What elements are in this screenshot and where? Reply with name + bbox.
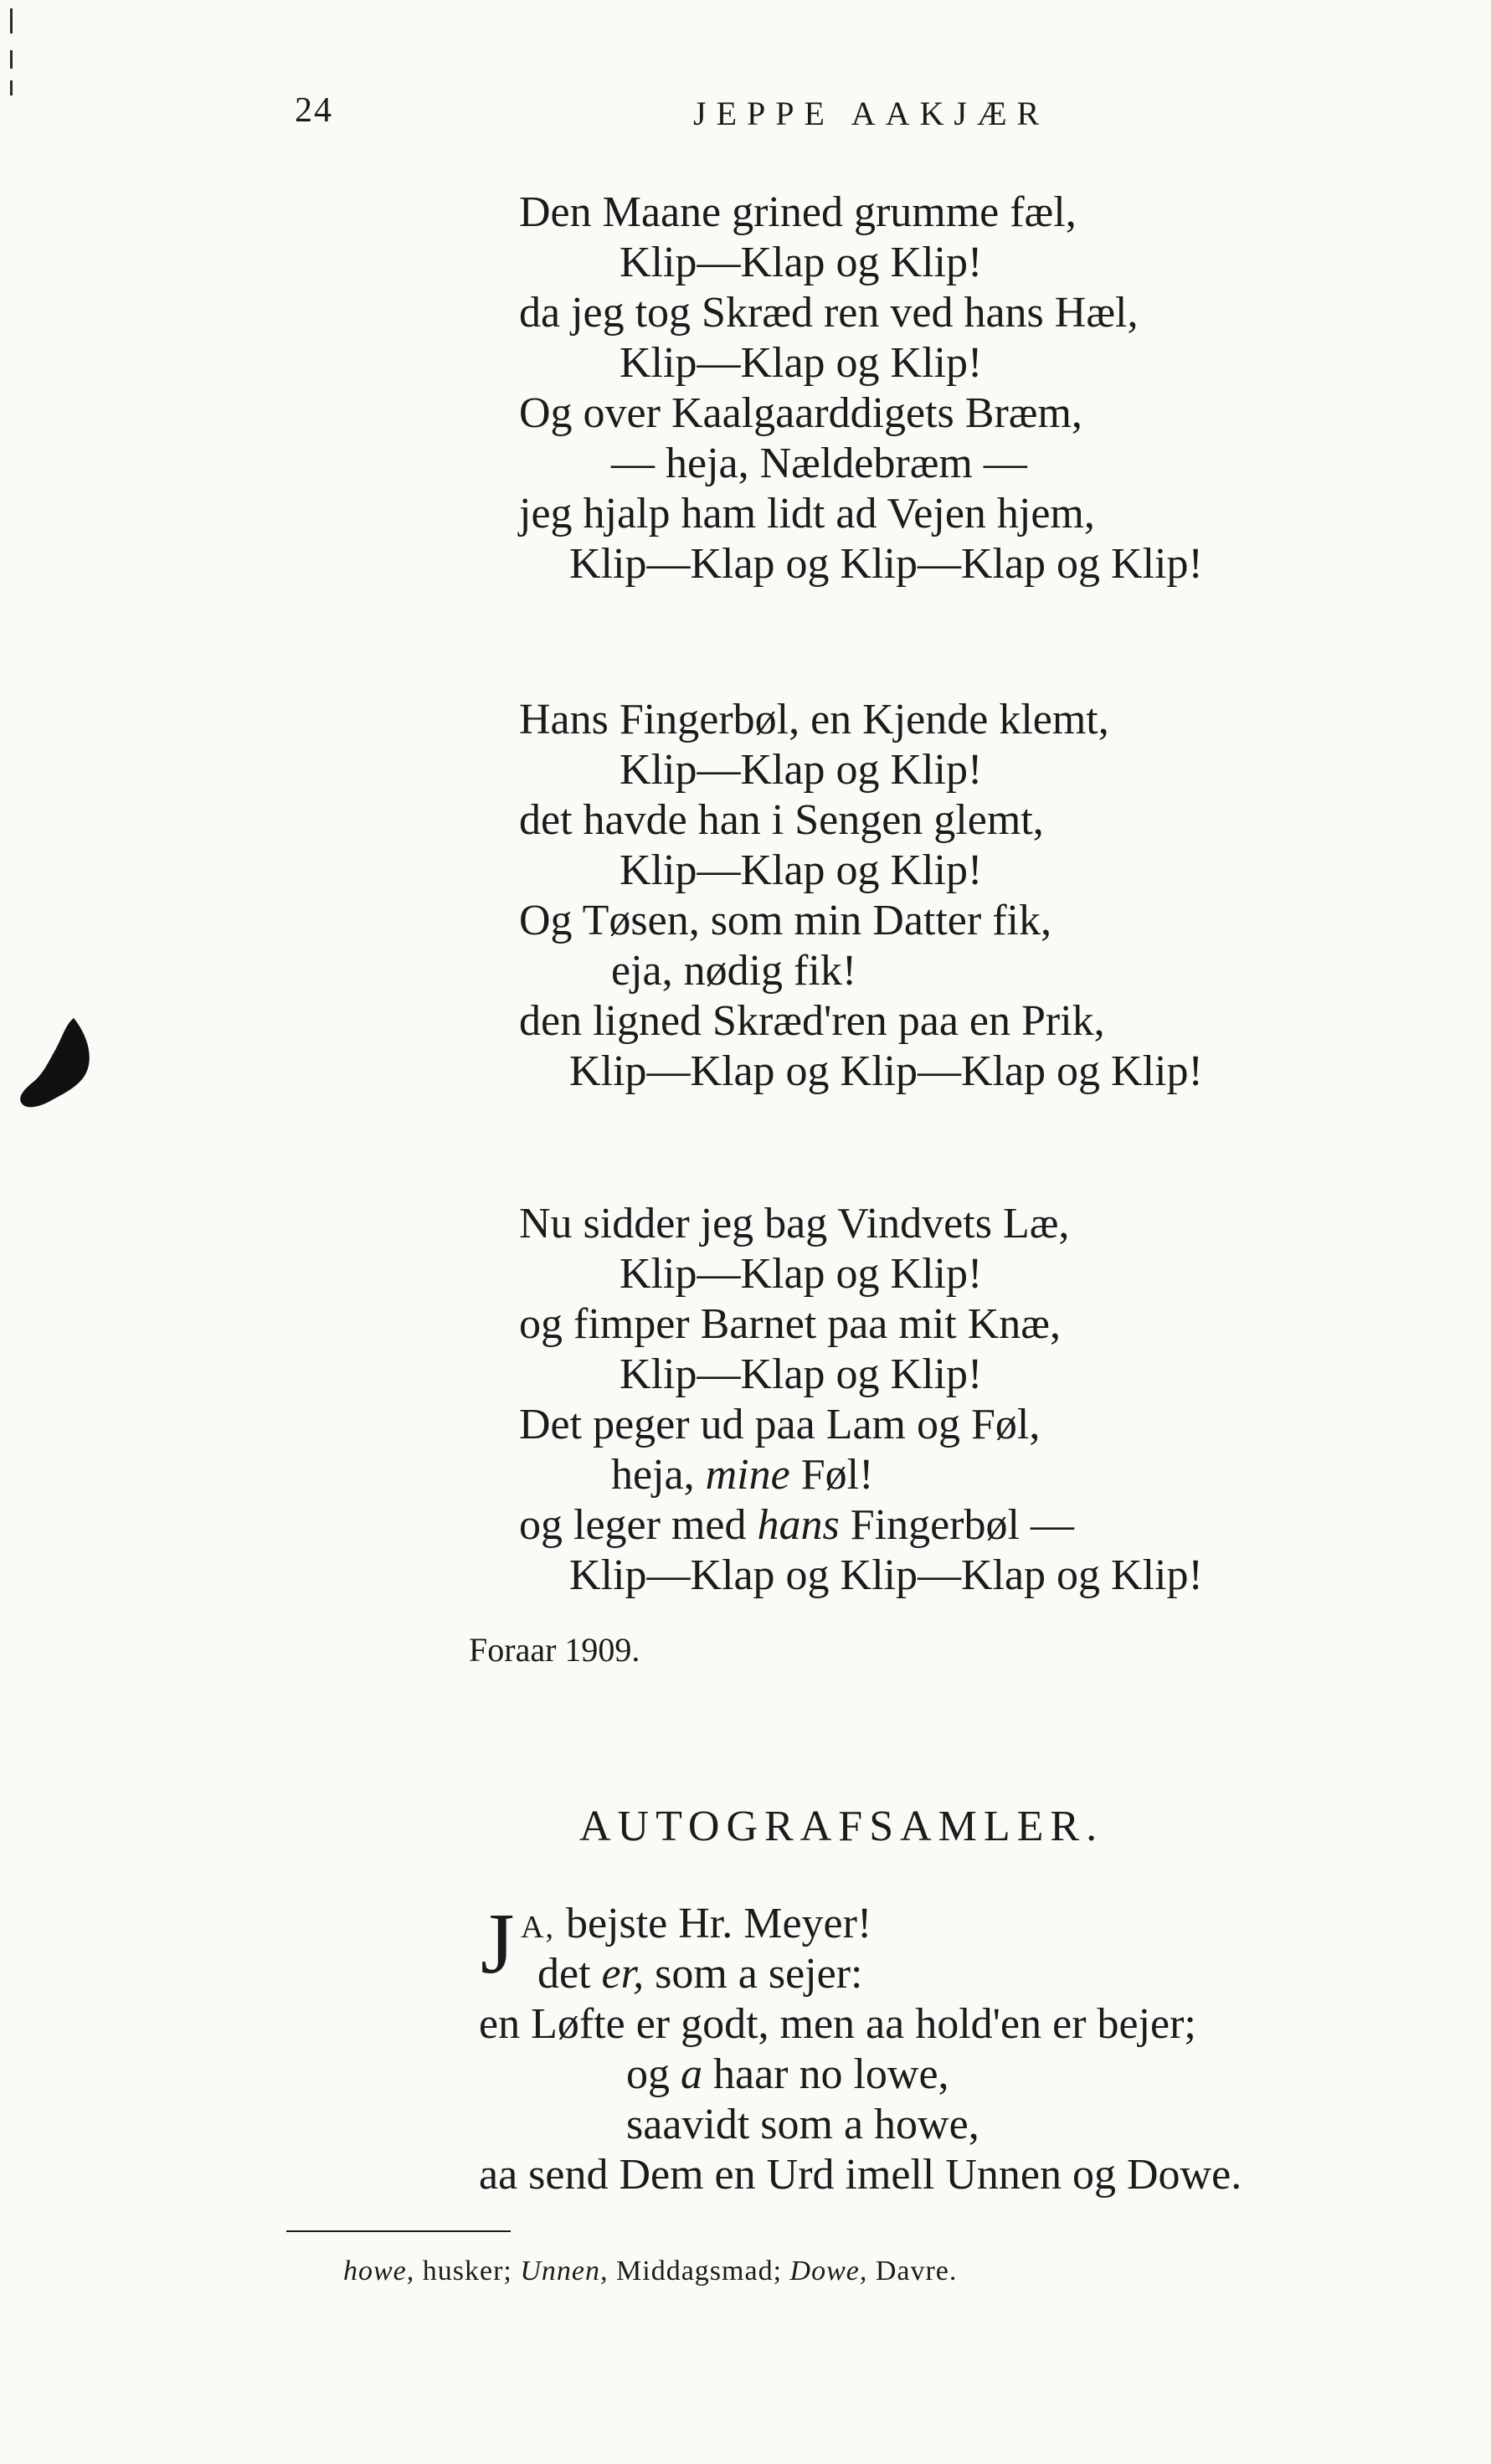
emphasis: er, (601, 1950, 645, 1998)
poem-line: det havde han i Sengen glemt, (519, 796, 1044, 844)
ink-blot (15, 1013, 95, 1112)
poem-line: Klip—Klap og Klip! (620, 746, 983, 794)
poem-line: jeg hjalp ham lidt ad Vejen hjem, (519, 490, 1095, 538)
poem-line: Nu sidder jeg bag Vindvets Læ, (519, 1200, 1070, 1247)
poem-line (521, 1902, 871, 1946)
poem-line: Hans Fingerbøl, en Kjende klemt, (519, 696, 1109, 743)
poem-line: aa send Dem en Urd imell Unnen og Dowe. (479, 2151, 1242, 2199)
emphasis: Unnen, (520, 2256, 609, 2287)
drop-initial: J (481, 1896, 515, 1992)
poem-line (537, 1952, 862, 1996)
poem-line: Klip—Klap og Klip! (620, 239, 983, 286)
poem-line: Klip—Klap og Klip—Klap og Klip! (569, 1551, 1203, 1599)
poem-line: og fimper Barnet paa mit Knæ, (519, 1300, 1061, 1348)
text-span: Middagsmad; (608, 2256, 790, 2287)
text-span: Fingerbøl — (839, 1501, 1074, 1549)
poem-line: da jeg tog Skræd ren ved hans Hæl, (519, 289, 1139, 337)
text-span: heja, (611, 1451, 706, 1499)
poem-line: eja, nødig fik! (611, 947, 857, 995)
section-title: AUTOGRAFSAMLER. (579, 1803, 1104, 1850)
poem-line: Det peger ud paa Lam og Føl, (519, 1401, 1041, 1448)
poem-line: Klip—Klap og Klip! (620, 846, 983, 894)
poem-line: den ligned Skræd'ren paa en Prik, (519, 997, 1105, 1045)
small-caps-text: A, (521, 1910, 555, 1945)
margin-mark (10, 50, 13, 69)
page-number: 24 (295, 91, 333, 130)
footnote (343, 2256, 957, 2287)
poem-line (611, 1453, 873, 1497)
text-span: Føl! (789, 1451, 874, 1499)
poem-line: Og over Kaalgaarddigets Bræm, (519, 389, 1082, 437)
poem-line: Klip—Klap og Klip—Klap og Klip! (569, 540, 1203, 588)
poem-line: Klip—Klap og Klip! (620, 339, 983, 387)
date-line: Foraar 1909. (469, 1631, 640, 1669)
margin-mark (10, 8, 13, 33)
poem-line: Den Maane grined grumme fæl, (519, 188, 1077, 236)
poem-line (519, 1501, 1074, 1549)
poem-line: — heja, Nældebræm — (611, 440, 1027, 487)
emphasis: hans (757, 1501, 840, 1549)
emphasis: Dowe, (789, 2256, 868, 2287)
text-span: og leger med (519, 1501, 758, 1549)
text-span: bejste Hr. Meyer! (554, 1900, 872, 1947)
footnote-rule (286, 2230, 511, 2232)
emphasis: howe, (343, 2256, 415, 2287)
emphasis: a (681, 2050, 702, 2098)
text-span: Davre. (867, 2256, 958, 2287)
running-head: JEPPE AAKJÆR (693, 95, 1050, 132)
poem-line: saavidt som a howe, (626, 2101, 979, 2148)
poem-line: Klip—Klap og Klip! (620, 1250, 983, 1298)
margin-mark (10, 80, 13, 95)
text-span: det (537, 1950, 602, 1998)
poem-line (626, 2050, 949, 2098)
poem-line: Og Tøsen, som min Datter fik, (519, 897, 1051, 944)
text-span: og (626, 2050, 681, 2098)
text-span: husker; (414, 2256, 521, 2287)
poem-line: Klip—Klap og Klip—Klap og Klip! (569, 1047, 1203, 1095)
text-span: som a sejer: (644, 1950, 863, 1998)
emphasis: mine (705, 1451, 790, 1499)
text-span: haar no lowe, (702, 2050, 949, 2098)
poem-line: Klip—Klap og Klip! (620, 1350, 983, 1398)
poem-line: en Løfte er godt, men aa hold'en er bejer; (479, 2000, 1196, 2048)
